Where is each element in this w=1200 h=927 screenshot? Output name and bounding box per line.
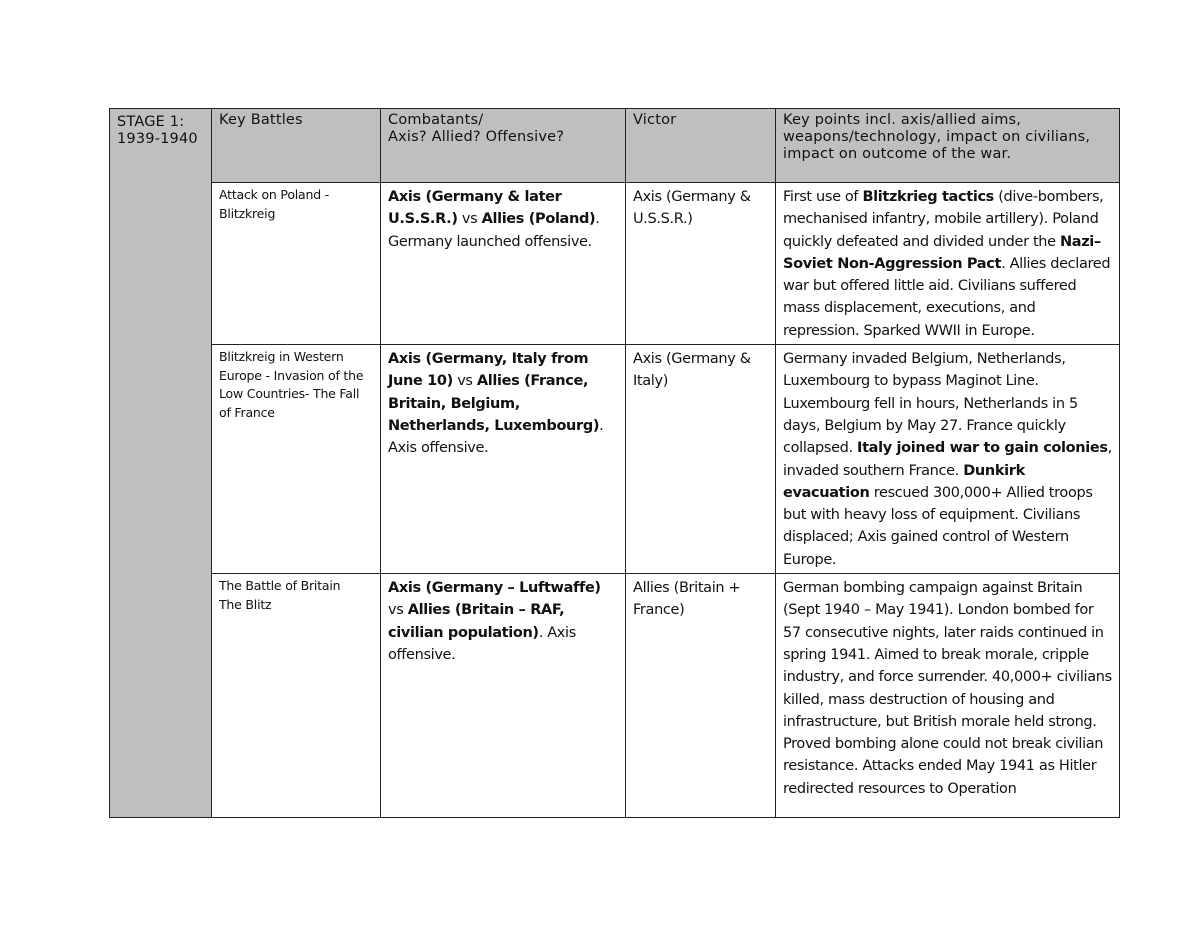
combatants-cell <box>381 574 626 818</box>
battle-cell: Blitzkreig in Western Europe - Invasion of the Low Countries- The Fall of France <box>212 345 381 574</box>
key-points-emphasis: Blitzkrieg tactics <box>862 189 994 205</box>
combatants-axis: Axis (Germany & later U.S.S.R.) <box>388 189 562 228</box>
combatants-cell <box>381 345 626 574</box>
combatants-axis: Axis (Germany – Luftwaffe) <box>388 580 601 597</box>
combatants-allies: Allies (France, Britain, Belgium, Netherlands, Luxembourg) <box>388 373 600 434</box>
victor-cell: Axis (Germany & U.S.S.R.) <box>626 183 776 345</box>
key-points-text: (dive-bombers, mechanised infantry, mobile artillery). Poland quickly defeated and divided under the <box>783 189 1104 250</box>
key-points-emphasis: Nazi–Soviet Non-Aggression Pact <box>783 233 1101 272</box>
key-points-cell <box>776 183 1120 345</box>
combatants-note: . Axis offensive. <box>388 624 576 663</box>
victor-cell: Allies (Britain + France) <box>626 574 776 818</box>
key-points-text: , invaded southern France. <box>783 440 1112 479</box>
key-points-text: . Allies declared war but offered little aid. Civilians suffered mass displacement, executions, and repression. Sparked WWII in Europe. <box>783 255 1111 339</box>
battle-cell <box>212 574 381 818</box>
victor-cell: Axis (Germany & Italy) <box>626 345 776 574</box>
key-points-text: rescued 300,000+ Allied troops but with heavy loss of equipment. Civilians displaced; Axis gained control of Western Europe. <box>783 484 1093 568</box>
combatants-allies: Allies (Poland) <box>481 211 596 228</box>
table-row <box>110 574 1120 818</box>
battle-name-line1: Attack on Poland - <box>219 187 330 202</box>
header-combatants <box>381 109 626 183</box>
combatants-vs: vs <box>388 602 408 619</box>
combatants-axis: Axis (Germany, Italy from June 10) <box>388 351 589 390</box>
stage-label: STAGE 1: <box>117 114 185 130</box>
stage-table <box>109 108 1120 818</box>
table-row <box>110 183 1120 345</box>
stage-years: 1939-1940 <box>117 131 198 147</box>
key-points-cell: German bombing campaign against Britain (Sept 1940 – May 1941). London bombed for 57 consecutive nights, later raids continued in spring 1941. Aimed to break morale, cripple industry, and force surrender. 40,000+ civilians killed, mass destruction of housing and infrastructure, but British morale held strong. Proved bombing alone could not break civilian resistance. Attacks ended May 1941 as Hitler redirected resources to Operation <box>776 574 1120 818</box>
combatants-vs: vs <box>457 211 482 228</box>
key-points-text: First use of <box>783 189 863 205</box>
header-combatants-line2: Axis? Allied? Offensive? <box>388 129 565 145</box>
key-points-emphasis: Dunkirk evacuation <box>783 462 1025 501</box>
stage-cell <box>110 109 212 818</box>
combatants-allies: Allies (Britain – RAF, civilian population) <box>388 602 565 641</box>
battle-name-line2: Blitzkreig <box>219 205 276 221</box>
header-key-battles: Key Battles <box>212 109 381 183</box>
header-key-points: Key points incl. axis/allied aims, weapons/technology, impact on civilians, impact on outcome of the war. <box>776 109 1120 183</box>
key-points-emphasis: Italy joined war to gain colonies <box>857 440 1108 457</box>
table-row <box>110 345 1120 574</box>
combatants-note: . Germany launched offensive. <box>388 211 600 250</box>
header-row <box>110 109 1120 183</box>
battle-name-line2: The Blitz <box>219 596 272 612</box>
combatants-cell <box>381 183 626 345</box>
combatants-vs: vs <box>452 373 477 390</box>
battle-cell <box>212 183 381 345</box>
key-points-cell <box>776 345 1120 574</box>
key-points-text: Germany invaded Belgium, Netherlands, Luxembourg to bypass Maginot Line. Luxembourg fell in hours, Netherlands in 5 days, Belgium by May 27. France quickly collapsed. <box>783 351 1078 457</box>
header-victor: Victor <box>626 109 776 183</box>
combatants-note: . Axis offensive. <box>388 417 604 457</box>
header-combatants-line1: Combatants/ <box>388 112 484 128</box>
battle-name-line1: The Battle of Britain <box>219 578 341 594</box>
